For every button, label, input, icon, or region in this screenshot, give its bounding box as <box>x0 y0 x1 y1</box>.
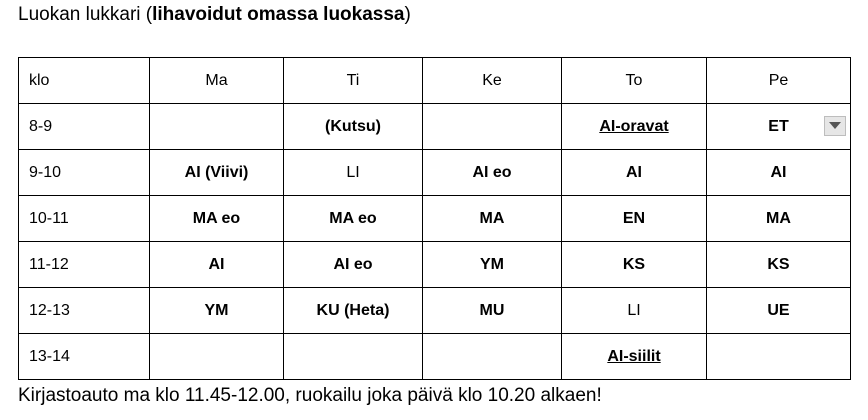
lesson-label: LI <box>346 163 360 181</box>
time-cell: 8-9 <box>19 104 150 150</box>
lesson-label: YM <box>204 301 229 319</box>
lesson-cell-ma <box>150 242 284 288</box>
lesson-cell-ma <box>150 288 284 334</box>
lesson-label: AI <box>626 163 642 181</box>
lesson-cell-ke <box>423 104 562 150</box>
lesson-label: EN <box>622 209 646 227</box>
lesson-label: MA eo <box>192 209 241 227</box>
lesson-label: MA eo <box>329 209 377 227</box>
header-to: To <box>562 58 707 104</box>
lesson-cell-ma <box>150 150 284 196</box>
table-row <box>19 196 851 242</box>
lesson-cell-ti <box>284 334 423 380</box>
lesson-cell-ti <box>284 196 423 242</box>
lesson-cell-ti <box>284 242 423 288</box>
time-cell: 9-10 <box>19 150 150 196</box>
lesson-label: AI <box>208 255 225 273</box>
lesson-cell-pe <box>707 196 851 242</box>
lesson-label: UE <box>767 301 790 319</box>
time-cell: 10-11 <box>19 196 150 242</box>
table-row <box>19 334 851 380</box>
lesson-cell-ti <box>284 150 423 196</box>
header-ti: Ti <box>284 58 423 104</box>
table-row <box>19 104 851 150</box>
lesson-cell-ke <box>423 288 562 334</box>
lesson-label: AI <box>770 163 787 181</box>
page-title <box>18 3 411 27</box>
chevron-down-icon <box>829 122 841 129</box>
header-pe: Pe <box>707 58 851 104</box>
title-suffix: ) <box>404 4 411 25</box>
lesson-cell-to <box>562 104 707 150</box>
lesson-label: AI eo <box>472 163 512 181</box>
lesson-cell-pe <box>707 150 851 196</box>
lesson-label: (Kutsu) <box>325 117 381 135</box>
time-cell: 12-13 <box>19 288 150 334</box>
lesson-cell-ke <box>423 196 562 242</box>
lesson-cell-pe <box>707 104 851 150</box>
lesson-label: KS <box>767 255 790 273</box>
lesson-cell-pe <box>707 334 851 380</box>
lesson-cell-ke <box>423 242 562 288</box>
lesson-cell-pe <box>707 242 851 288</box>
time-cell: 11-12 <box>19 242 150 288</box>
lesson-label: YM <box>480 255 504 273</box>
lesson-cell-ma <box>150 196 284 242</box>
lesson-label: AI-siilit <box>607 347 661 365</box>
lesson-cell-ke <box>423 334 562 380</box>
lesson-cell-ti <box>284 104 423 150</box>
lesson-cell-to <box>562 288 707 334</box>
lesson-cell-to <box>562 196 707 242</box>
lesson-cell-ke <box>423 150 562 196</box>
lesson-cell-to <box>562 150 707 196</box>
lesson-cell-ma <box>150 334 284 380</box>
lesson-cell-pe <box>707 288 851 334</box>
header-klo: klo <box>19 58 150 104</box>
lesson-label: KS <box>622 255 646 273</box>
lesson-label: AI-oravat <box>599 117 669 135</box>
lesson-label: MU <box>479 301 505 319</box>
lesson-label: AI eo <box>333 255 373 273</box>
time-cell: 13-14 <box>19 334 150 380</box>
lesson-label: KU (Heta) <box>316 301 390 319</box>
lesson-label: MA <box>766 209 791 227</box>
table-row <box>19 288 851 334</box>
lesson-label: ET <box>768 117 789 135</box>
table-row <box>19 242 851 288</box>
title-prefix: Luokan lukkari ( <box>18 4 153 25</box>
lesson-cell-to <box>562 242 707 288</box>
lesson-cell-ti <box>284 288 423 334</box>
lesson-label: MA <box>479 209 505 227</box>
dropdown-button[interactable] <box>824 116 846 136</box>
footer-note: Kirjastoauto ma klo 11.45-12.00, ruokailu joka päivä klo 10.20 alkaen! <box>18 385 602 406</box>
lesson-label: AI (Viivi) <box>184 163 249 181</box>
lesson-cell-to <box>562 334 707 380</box>
header-row <box>19 58 851 104</box>
lesson-cell-ma <box>150 104 284 150</box>
header-ke: Ke <box>423 58 562 104</box>
lesson-label: LI <box>627 301 641 319</box>
title-bold: lihavoidut omassa luokassa <box>152 4 405 25</box>
table-row <box>19 150 851 196</box>
header-ma: Ma <box>150 58 284 104</box>
schedule-table <box>18 57 851 380</box>
